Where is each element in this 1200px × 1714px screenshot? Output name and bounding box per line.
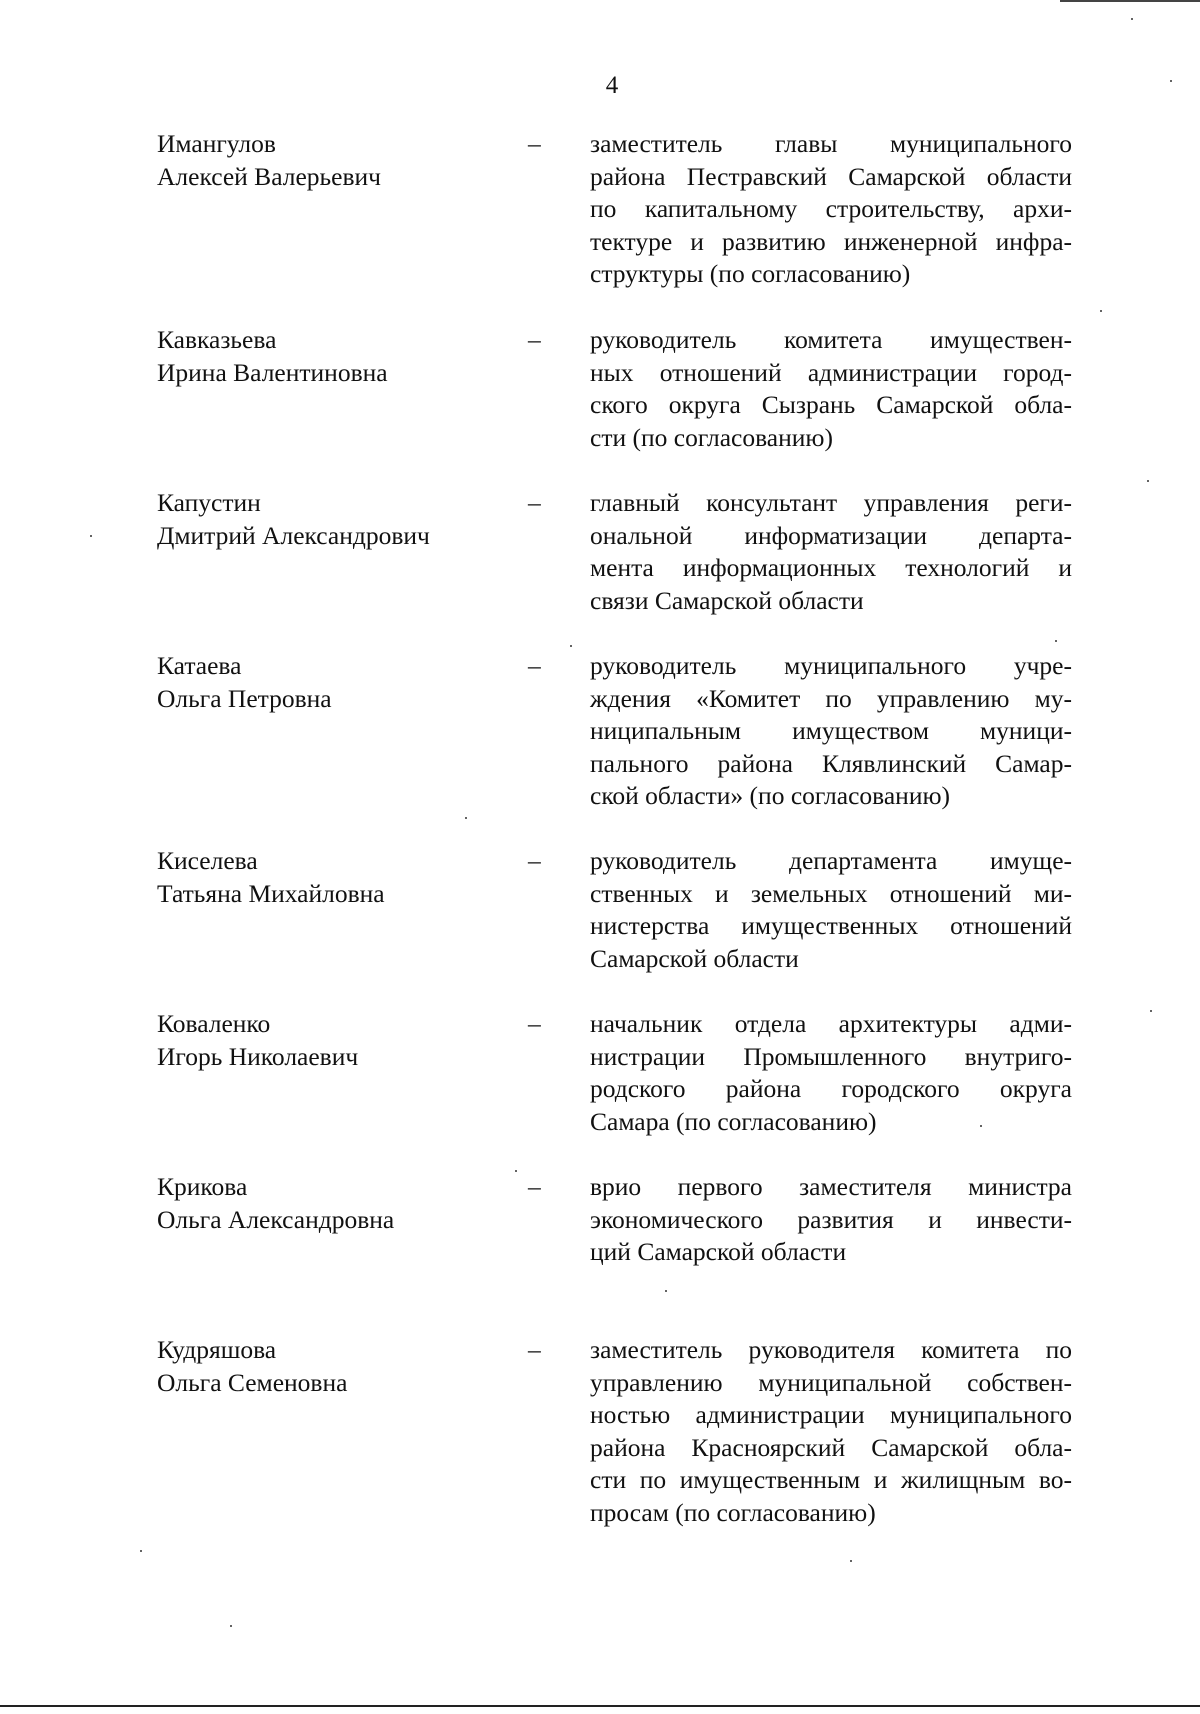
page-number: 4 bbox=[605, 72, 619, 99]
member-given-names: Игорь Николаевич bbox=[157, 1041, 359, 1071]
member-position-line: ных отношений администрации город- bbox=[590, 357, 1072, 387]
member-position bbox=[590, 1334, 1072, 1529]
member-dash: – bbox=[528, 129, 541, 158]
member-given-names: Татьяна Михайловна bbox=[157, 878, 385, 908]
member-position bbox=[590, 845, 1072, 975]
member-position-line: ждения «Комитет по управлению му- bbox=[590, 683, 1072, 713]
member-given-names: Алексей Валерьевич bbox=[157, 161, 381, 191]
member-position-line: руководитель муниципального учре- bbox=[590, 651, 1072, 680]
member-position-line: ственных и земельных отношений ми- bbox=[590, 878, 1072, 908]
member-position-line: ской области» (по согласованию) bbox=[590, 781, 951, 810]
member-position-line: района Красноярский Самарской обла- bbox=[590, 1432, 1072, 1462]
scan-speck bbox=[570, 645, 572, 647]
member-given-names: Дмитрий Александрович bbox=[157, 520, 430, 550]
member-dash: – bbox=[528, 1009, 541, 1038]
member-position bbox=[590, 650, 1072, 813]
member-position-line: ниципальным имуществом муници- bbox=[590, 716, 1072, 745]
member-position-line: ностью администрации муниципального bbox=[590, 1400, 1072, 1429]
member-dash: – bbox=[528, 846, 541, 875]
member-dash: – bbox=[528, 1335, 541, 1364]
member-name bbox=[157, 1008, 358, 1073]
member-given-names: Ольга Семеновна bbox=[157, 1367, 348, 1397]
member-position-line: Самарской области bbox=[590, 943, 799, 973]
member-dash: – bbox=[528, 651, 541, 680]
member-position bbox=[590, 1008, 1072, 1138]
member-surname: Коваленко bbox=[157, 1009, 271, 1038]
member-position-line: по капитальному строительству, архи- bbox=[590, 194, 1072, 223]
scan-speck bbox=[1150, 1010, 1152, 1012]
member-dash: – bbox=[528, 325, 541, 354]
member-position-line: начальник отдела архитектуры адми- bbox=[590, 1009, 1072, 1038]
member-position-line: заместитель главы муниципального bbox=[590, 129, 1072, 158]
member-dash: – bbox=[528, 488, 541, 517]
member-position-line: главный консультант управления реги- bbox=[590, 488, 1072, 517]
scan-speck bbox=[140, 1550, 142, 1552]
member-position-line: управлению муниципальной собствен- bbox=[590, 1367, 1072, 1397]
member-position-line: нистрации Промышленного внутриго- bbox=[590, 1041, 1072, 1071]
member-surname: Кудряшова bbox=[157, 1335, 277, 1364]
member-position bbox=[590, 1171, 1072, 1269]
member-position-line: Самара (по согласованию) bbox=[590, 1106, 877, 1136]
member-position-line: мента информационных технологий и bbox=[590, 553, 1072, 582]
member-surname: Капустин bbox=[157, 488, 261, 517]
member-position-line: района Пестравский Самарской области bbox=[590, 161, 1072, 191]
member-surname: Имангулов bbox=[157, 129, 276, 158]
member-position-line: родского района городского округа bbox=[590, 1074, 1072, 1103]
member-given-names: Ольга Петровна bbox=[157, 683, 332, 713]
member-position-line: просам (по согласованию) bbox=[590, 1497, 876, 1527]
member-position-line: сти (по согласованию) bbox=[590, 422, 833, 452]
member-position-line: сти по имущественным и жилищным во- bbox=[590, 1465, 1072, 1494]
member-given-names: Ольга Александровна bbox=[157, 1204, 395, 1234]
member-position-line: экономического развития и инвести- bbox=[590, 1204, 1072, 1234]
scan-speck bbox=[1170, 80, 1172, 82]
member-name bbox=[157, 1334, 347, 1399]
scan-speck bbox=[1100, 310, 1102, 312]
scan-speck bbox=[665, 1290, 667, 1292]
member-surname: Кавказьева bbox=[157, 325, 277, 354]
member-position-line: заместитель руководителя комитета по bbox=[590, 1335, 1072, 1364]
member-name bbox=[157, 487, 430, 552]
scan-speck bbox=[515, 1170, 517, 1172]
member-position bbox=[590, 324, 1072, 454]
scan-speck bbox=[465, 817, 467, 819]
scan-speck bbox=[230, 1625, 232, 1627]
member-name bbox=[157, 128, 381, 193]
member-position-line: руководитель комитета имуществен- bbox=[590, 325, 1072, 354]
member-position-line: ского округа Сызрань Самарской обла- bbox=[590, 390, 1072, 419]
scan-speck bbox=[1147, 480, 1149, 482]
member-position-line: ональной информатизации департа- bbox=[590, 520, 1072, 550]
member-position-line: нистерства имущественных отношений bbox=[590, 911, 1072, 940]
member-surname: Крикова bbox=[157, 1172, 248, 1201]
member-position-line: связи Самарской области bbox=[590, 585, 864, 615]
scan-edge-bottom bbox=[0, 1705, 1200, 1707]
member-name bbox=[157, 845, 385, 910]
member-position-line: врио первого заместителя министра bbox=[590, 1172, 1072, 1201]
member-surname: Киселева bbox=[157, 846, 258, 875]
member-position-line: тектуре и развитию инженерной инфра- bbox=[590, 226, 1072, 256]
member-name bbox=[157, 1171, 394, 1236]
scan-speck bbox=[1131, 18, 1133, 20]
member-given-names: Ирина Валентиновна bbox=[157, 357, 388, 387]
member-position-line: структуры (по согласованию) bbox=[590, 259, 911, 288]
member-position-line: пального района Клявлинский Самар- bbox=[590, 748, 1072, 778]
member-position bbox=[590, 128, 1072, 291]
scan-speck bbox=[1055, 640, 1057, 642]
scan-edge-top bbox=[1060, 0, 1200, 2]
member-position-line: руководитель департамента имуще- bbox=[590, 846, 1072, 875]
member-surname: Катаева bbox=[157, 651, 242, 680]
member-name bbox=[157, 324, 388, 389]
scan-speck bbox=[980, 1125, 982, 1127]
member-position-line: ций Самарской области bbox=[590, 1237, 847, 1266]
member-position bbox=[590, 487, 1072, 617]
member-dash: – bbox=[528, 1172, 541, 1201]
member-name bbox=[157, 650, 332, 715]
scan-speck bbox=[850, 1560, 852, 1562]
scan-speck bbox=[90, 535, 92, 537]
